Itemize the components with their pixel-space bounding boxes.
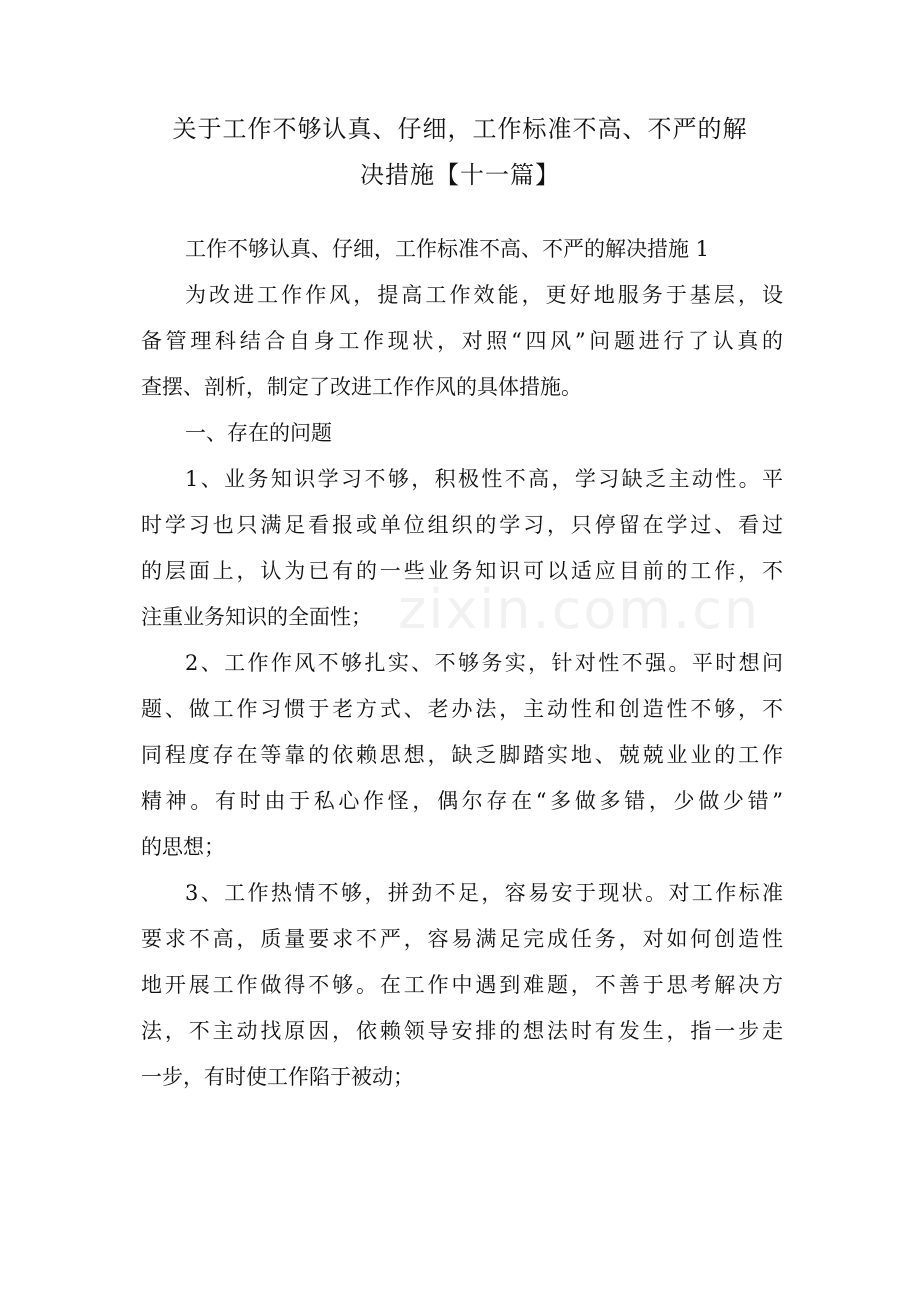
document-title-line-1: 关于工作不够认真、仔细，工作标准不高、不严的解 — [172, 115, 748, 143]
paragraph-line: 题、做工作习惯于老方式、老办法，主动性和创造性不够，不 — [141, 697, 783, 721]
document-body — [141, 226, 783, 1100]
paragraph-line: 为改进工作作风，提高工作效能，更好地服务于基层，设 — [185, 283, 783, 307]
paragraph-line: 一步，有时使工作陷于被动； — [141, 1065, 414, 1089]
paragraph-line: 3、工作热情不够，拼劲不足，容易安于现状。对工作标准 — [185, 881, 783, 905]
watermark: zixin.com.cn — [398, 578, 761, 641]
document-title-line-2: 决措施【十一篇】 — [360, 161, 560, 189]
paragraph-line: 法，不主动找原因，依赖领导安排的想法时有发生，指一步走 — [141, 1019, 783, 1043]
paragraph-line: 2、工作作风不够扎实、不够务实，针对性不强。平时想问 — [185, 651, 783, 675]
paragraph-line: 的思想； — [141, 835, 225, 859]
paragraph-line: 地开展工作做得不够。在工作中遇到难题，不善于思考解决方 — [141, 973, 783, 997]
section-heading: 工作不够认真、仔细，工作标准不高、不严的解决措施 1 — [185, 237, 710, 261]
paragraph-line: 备管理科结合自身工作现状，对照“四风”问题进行了认真的 — [141, 329, 783, 353]
subsection-heading: 一、存在的问题 — [185, 421, 332, 445]
paragraph-line: 同程度存在等靠的依赖思想，缺乏脚踏实地、兢兢业业的工作 — [141, 743, 783, 767]
paragraph-line: 查摆、剖析，制定了改进工作作风的具体措施。 — [141, 375, 582, 399]
paragraph-line: 注重业务知识的全面性； — [141, 605, 372, 629]
paragraph-line: 1、业务知识学习不够，积极性不高，学习缺乏主动性。平 — [185, 467, 783, 491]
paragraph-line: 时学习也只满足看报或单位组织的学习，只停留在学过、看过 — [141, 513, 783, 537]
paragraph-line: 的层面上，认为已有的一些业务知识可以适应目前的工作，不 — [141, 559, 783, 583]
paragraph-line: 精神。有时由于私心作怪，偶尔存在“多做多错，少做少错” — [141, 789, 783, 813]
paragraph-line: 要求不高，质量要求不严，容易满足完成任务，对如何创造性 — [141, 927, 783, 951]
